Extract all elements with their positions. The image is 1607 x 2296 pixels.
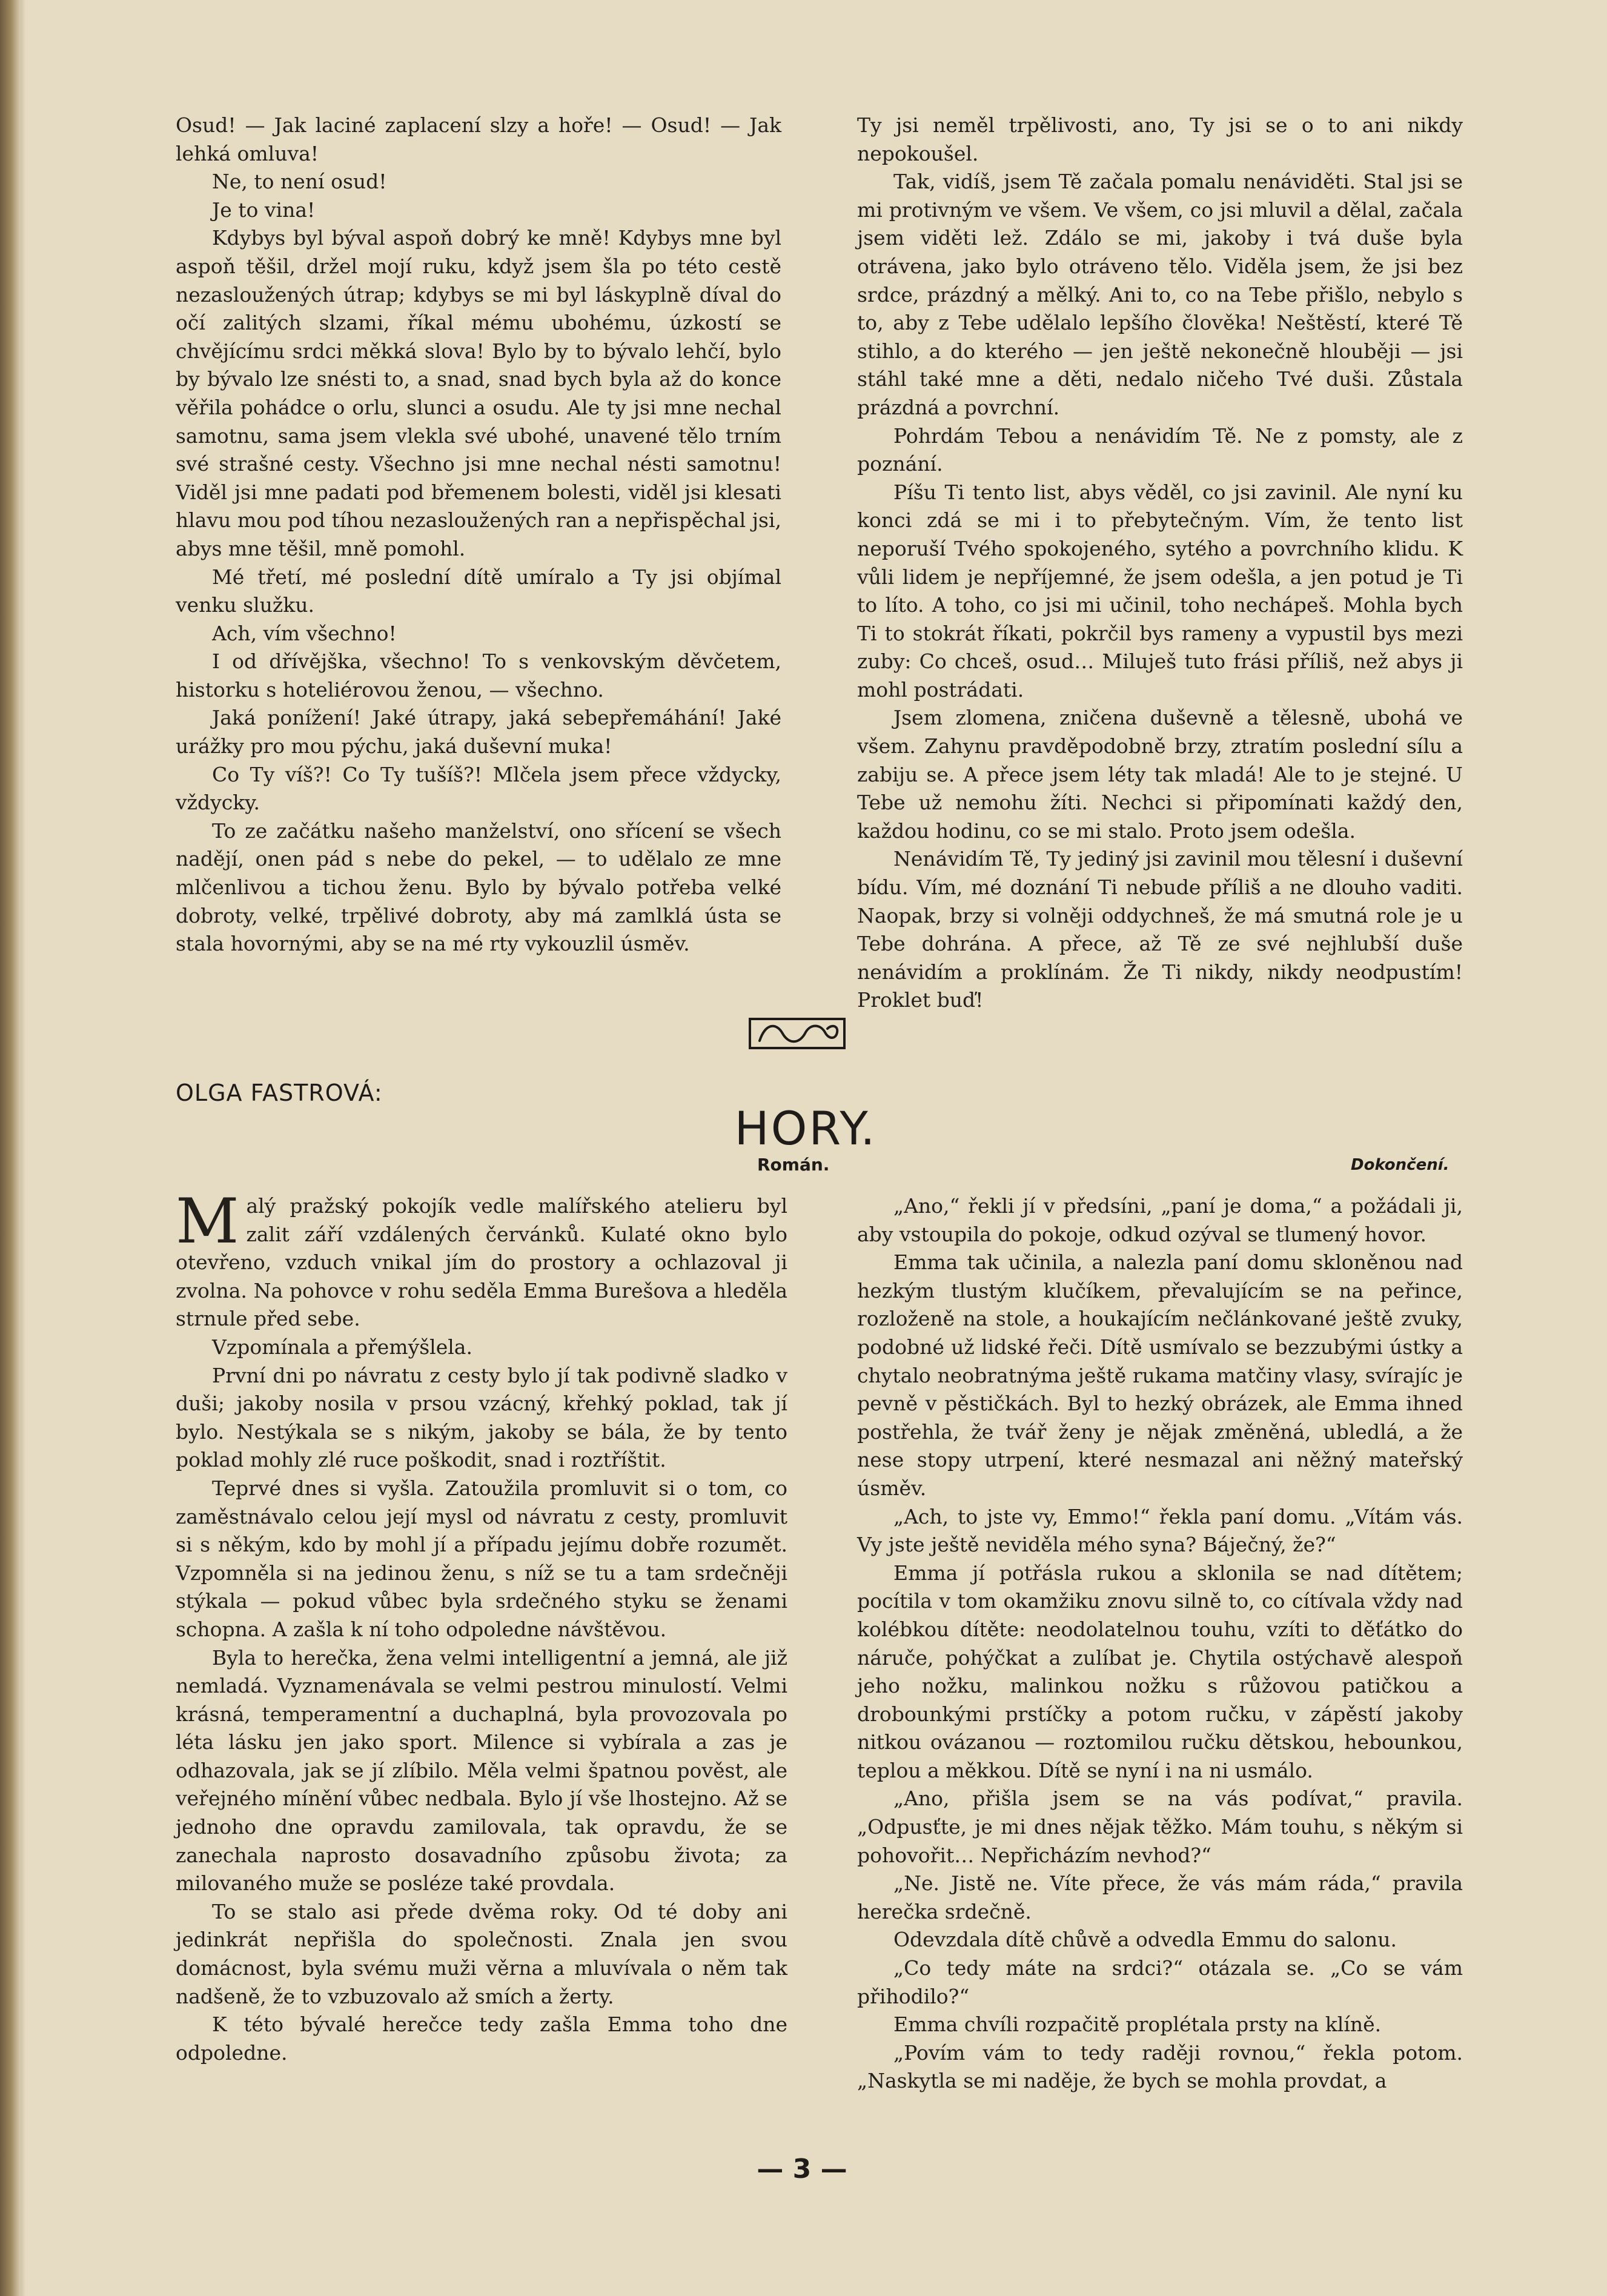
paragraph: Emma tak učinila, a nalezla paní domu skloněnou nad hezkým tlustým klučíkem, převalujícím se na peřince, rozloženě na stole, a houkajícím nečlánkované ještě zvuky, podobné už lidské řeči. Dítě usmívalo se bezzubými ústky a chytalo neobratnýma ještě rukama matčiny vlasy, svírajíc je pevně v pěstičkách. Byl to hezký obrázek, ale Emma ihned postřehla, že tvář ženy je nějak změněná, ubledlá, a že nese stopy utrpení, které nesmazal ani něžný mateřský úsměv.	[857, 1250, 1463, 1500]
opening-paragraph	[176, 1186, 787, 1333]
paragraph: Byla to herečka, žena velmi intelligentní a jemná, ale již nemladá. Vyznamenávala se velmi pestrou minulostí. Velmi krásná, temperamentní a duchaplná, byla provozovala po léta lásku jen jako sport. Milence si vybírala a zas je odhazovala, jak se jí zlíbilo. Měla velmi špatnou pověst, ale veřejného mínění vůbec nedbala. Bylo jí vše lhostejno. Až se jednoho dne opravdu zamilovala, tak opravdu, že se zanechala naprosto dosavadního způsobu života; za milovaného muže se posléze také provdala.	[176, 1645, 787, 1896]
paragraph: Nenávidím Tě, Ty jediný jsi zavinil mou tělesní i duševní bídu. Vím, mé doznání Ti nebude příliš a ne dlouho vaditi. Naopak, brzy si volněji oddychneš, že má smutná role je u Tebe dohrána. A přece, až Tě ze své nejhlubší duše nenávidím a proklínám. Že Ti nikdy, nikdy neodpustím! Proklet buď!	[857, 847, 1463, 1012]
paragraph: Ach, vím všechno!	[212, 621, 397, 645]
paragraph: To se stalo asi přede dvěma roky. Od té doby ani jedinkrát nepřišla do společnosti. Znala jen svou domácnost, byla svému muži věrna a mluvívala o něm tak nadšeně, že to vzbuzovalo až smích a žerty.	[176, 1899, 787, 2008]
letter-column-left	[176, 111, 781, 958]
paragraph: Píšu Ti tento list, abys věděl, co jsi zavinil. Ale nyní ku konci zdá se mi i to přebytečným. Vím, že tento list neporuší Tvého spokojeného, sytého a povrchního klidu. K vůli lidem je nepříjemné, že jsem odešla, a jen potud je Ti to líto. A toho, co jsi mi učinil, toho nechápeš. Mohla bych Ti to stokrát říkati, pokrčil bys rameny a vypustil bys mezi zuby: Co chceš, osud… Miluješ tuto frási příliš, než abys ji mohl postrádati.	[857, 480, 1463, 702]
paragraph: Tak, vidíš, jsem Tě začala pomalu nenáviděti. Stal jsi se mi protivným ve všem. Ve všem, co jsi mluvil a dělal, začala jsem viděti lež. Zdálo se mi, jakoby i tvá duše byla otrávena, jako bylo otráveno tělo. Viděla jsem, že jsi bez srdce, prázdný a mělký. Ani to, co na Tebe přišlo, nebylo s to, aby z Tebe udělalo lepšího člověka! Neštěstí, které Tě stihlo, a do kterého — jen ještě nekonečně hlouběji — jsi stáhl také mne a děti, nedalo ničeho Tvé duši. Zůstala prázdná a povrchní.	[857, 170, 1463, 419]
paragraph: Teprvé dnes si vyšla. Zatoužila promluvit si o tom, co zaměstnávalo celou její mysl od návratu z cesty, promluvit si s někým, kdo by mohl jí a případu jejímu dobře rozumět. Vzpomněla si na jedinou ženu, s níž se tu a tam srdečněji stýkala — pokud vůbec byla srdečného styku se ženami schopna. A zašla k ní toho odpoledne návštěvou.	[176, 1476, 787, 1641]
chapter-title: HORY.	[734, 1101, 877, 1155]
paragraph: Ne, to není osud!	[212, 170, 387, 194]
paragraph: „Ne. Jistě ne. Víte přece, že vás mám ráda,“ pravila herečka srdečně.	[857, 1871, 1463, 1923]
paragraph: Co Ty víš?! Co Ty tušíš?! Mlčela jsem přece vždycky, vždycky.	[176, 762, 781, 815]
paragraph: „Ano,“ řekli jí v předsíni, „paní je doma,“ a požádali ji, aby vstoupila do pokoje, odkud ozýval se tlumený hovor.	[857, 1194, 1463, 1246]
paragraph: „Ano, přišla jsem se na vás podívat,“ pravila. „Odpusťte, je mi dnes nějak těžko. Mám touhu, s někým si pohovořit… Nepřicházím nevhod?“	[857, 1787, 1463, 1867]
paragraph: „Co tedy máte na srdci?“ otázala se. „Co se vám přihodilo?“	[857, 1956, 1463, 2008]
paragraph: Mé třetí, mé poslední dítě umíralo a Ty jsi objímal venku služku.	[176, 565, 781, 617]
paragraph: Ty jsi neměl trpělivosti, ano, Ty jsi se o to ani nikdy nepokoušel.	[857, 113, 1463, 165]
paragraph: Emma chvíli rozpačitě proplétala prsty na klíně.	[893, 2012, 1382, 2037]
novel-column-left	[176, 1186, 787, 2067]
paragraph: „Povím vám to tedy raději rovnou,“ řekla potom. „Naskytla se mi naděje, že bych se mohla provdat, a	[857, 2040, 1463, 2093]
paragraph: Emma jí potřásla rukou a sklonila se nad dítětem; pocítila v tom okamžiku znovu silně to, co cítívala vždy nad kolébkou dítěte: neodolatelnou touhu, vzíti to děťátko do náruče, pohýčkat a zulíbat je. Chytila ostýchavě alespoň jeho nožku, malinkou nožku s růžovou patičkou a drobounkými prstíčky a potom ručku, v zápěstí jakoby nitkou ovázanou — roztomilou ručku dětskou, hebounkou, teplou a měkkou. Dítě se nyní i na ni usmálo.	[857, 1561, 1463, 1782]
novel-column-right	[857, 1192, 1463, 2095]
paragraph: První dni po návratu z cesty bylo jí tak podivně sladko v duši; jakoby nosila v prsou vzácný, křehký poklad, tak jí bylo. Nestýkala se s nikým, jakoby se bála, že by tento poklad mohly zlé ruce poškodit, snad i roztříštit.	[176, 1363, 787, 1472]
paragraph: Jsem zlomena, zničena duševně a tělesně, ubohá ve všem. Zahynu pravděpodobně brzy, ztratím poslední sílu a zabiju se. A přece jsem léty tak mladá! Ale to je stejné. U Tebe už nemohu žíti. Nechci si připomínati každý den, každou hodinu, co se mi stalo. Proto jsem odešla.	[857, 706, 1463, 843]
continuation-note: Dokončení.	[1351, 1156, 1450, 1174]
paragraph: K této bývalé herečce tedy zašla Emma toho dne odpoledne.	[176, 2012, 787, 2065]
paragraph: Osud! — Jak laciné zaplacení slzy a hoře! — Osud! — Jak lehká omluva!	[176, 113, 781, 165]
letter-column-right	[857, 111, 1463, 1015]
paragraph: Kdybys byl býval aspoň dobrý ke mně! Kdybys mne byl aspoň těšil, držel mojí ruku, když jsem šla po této cestě nezasloužených útrap; kdybys se mi byl láskyplně díval do očí zalitých slzami, říkal mému ubohému, úzkostí se chvějícímu srdci měkká slova! Bylo by to bývalo lehčí, bylo by bývalo lze snésti to, a snad, snad bych byla až do konce věřila pohádce o orlu, slunci a osudu. Ale ty jsi mne nechal samotnu, sama jsem vlekla své ubohé, unavené tělo trním své strašné cesty. Všechno jsi mne nechal nésti samotnu! Viděl jsi mne padati pod břemenem bolesti, viděl jsi klesati hlavu mou pod tíhou nezasloužených ran a nepřispěchal jsi, abys mne těšil, mně pomohl.	[176, 226, 781, 560]
paragraph: Vzpomínala a přemýšlela.	[212, 1335, 472, 1359]
paragraph: To ze začátku našeho manželství, ono sřícení se všech nadějí, onen pád s nebe do pekel, — to udělalo ze mne mlčenlivou a tichou ženu. Bylo by bývalo potřeba velké dobroty, velké, trpělivé dobroty, aby má zamlklá ústa se stala hovornými, aby se na mé rty vykouzlil úsměv.	[176, 818, 781, 956]
book-binding	[0, 0, 21, 2296]
paragraph: Je to vina!	[212, 197, 316, 222]
genre-label: Román.	[757, 1155, 830, 1175]
paragraph: Jaká ponížení! Jaké útrapy, jaká sebepřemáhání! Jaké urážky pro mou pýchu, jaká duševní muka!	[176, 706, 781, 758]
paragraph: Pohrdám Tebou a nenávidím Tě. Ne z pomsty, ale z poznání.	[857, 423, 1463, 476]
page-number: — 3 —	[757, 2154, 847, 2185]
page-edge-shadow	[21, 0, 25, 2296]
opening-text: alý pražský pokojík vedle malířského atelieru byl zalit září vzdálených červánků. Kulaté okno bylo otevřeno, vzduch vnikal jím do prostory a ochlazoval ji zvolna. Na pohovce v rohu seděla Emma Burešova a hleděla strnule před sebe.	[176, 1194, 787, 1331]
drop-cap: M	[176, 1186, 239, 1258]
paragraph: I od dřívějška, všechno! To s venkovským děvčetem, historku s hoteliérovou ženou, — všechno.	[176, 649, 781, 702]
section-divider-ornament	[747, 1014, 847, 1053]
paragraph: Odevzdala dítě chůvě a odvedla Emmu do salonu.	[893, 1928, 1397, 1952]
paragraph: „Ach, to jste vy, Emmo!“ řekla paní domu. „Vítám vás. Vy jste ještě neviděla mého syna? Báječný, že?“	[857, 1504, 1463, 1557]
author-name: OLGA FASTROVÁ:	[176, 1080, 383, 1106]
